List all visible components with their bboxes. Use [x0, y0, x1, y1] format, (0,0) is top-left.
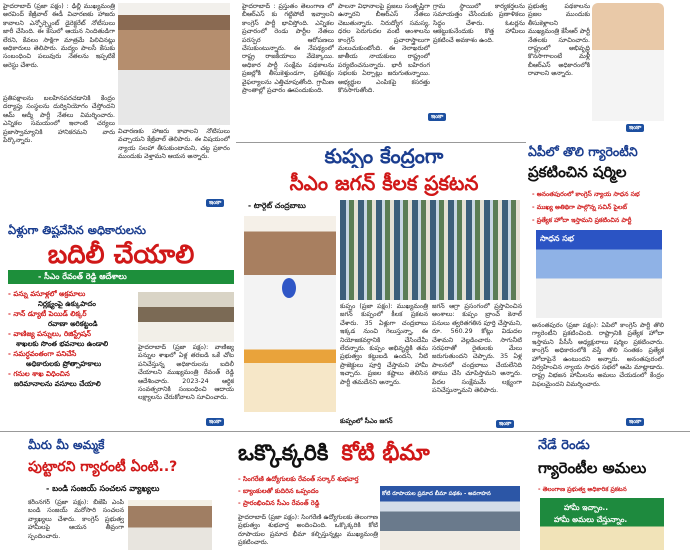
transfer-bullet: నిర్లక్ష్యంపై ఉక్కుపాదం: [38, 300, 96, 308]
insurance-bullet-3: - ప్రారంభించిన సీఎం రేవంత్ రెడ్డి: [238, 499, 320, 507]
divider: [0, 431, 690, 432]
sharmila-bullet-3: - ప్రత్యేక హోదా ఇస్తామని ప్రకటించిన పార్టీ: [532, 217, 632, 224]
sharmila-headline-1: ఏపీలో తొలి గ్యారెంటీని: [528, 144, 638, 159]
transfer-bullet: - వాణిజ్య పన్నులు, రిజిస్ట్రేషన్: [8, 330, 91, 338]
transfer-subhead: - సీఎం రేవంత్ రెడ్డి ఆదేశాలు: [8, 270, 234, 284]
insurance-bullet-2: - బ్యాంకులతో కుదిరిన ఒప్పందం: [238, 487, 319, 495]
sharmila-bullet-2: - ముఖ్య అతిథిగా పాల్గొన్న సచిన్ పైలట్: [532, 204, 628, 211]
more-link-sharmila[interactable]: ఇంకా: [626, 418, 644, 426]
transfer-bullet: - సమర్ధవంతంగా పనిచేసే: [8, 350, 77, 358]
sharmila-text: అనంతపురం (ప్రజా పక్షం): ఏపీలో కాంగ్రెస్ పార్టీ తొలి గ్యారెంటీని ప్రకటించింది. రాష్ట్రానికి ప్రత్యేక హోదా ఇస్తామని పీసీసీ అధ్యక్షురాలు షర్మిల ప్రకటించారు. కాంగ్రెస్ అధికారంలోకి వస్తే తొలి సంతకం ప్రత్యేక హోదాపైనే ఉంటుందని అన్నారు. అనంతపురంలో నిర్వహించిన న్యాయ సాధన సభలో ఆమె మాట్లాడారు. రాష్ట్ర విభజన హామీలను అమలు చేయడంలో కేంద్రం విఫలమైందని విమర్శించారు.: [532, 322, 664, 388]
guarantee-ad-line-1: హామీ ఇచ్చాం..: [564, 503, 609, 512]
guarantee-ad: [540, 498, 664, 550]
kcr-photo: [592, 3, 664, 121]
kejriwal-photo: [118, 3, 230, 125]
transfer-bullet: అధికారులకు ప్రోత్సాహకాలు: [26, 360, 102, 368]
divider: [236, 142, 526, 143]
more-link-transfer[interactable]: ఇంకా: [206, 418, 224, 426]
kuppam-col2: జగన్ ఆగ్రా ప్రసంగంలో ప్రస్తావించిన అంశాలు: కుప్పం బ్రాంచ్ కెనాల్ పనులు త్వరితగతిన పూర్తి చేస్తామని, రూ. 560.29 కోట్లు విడుదల చేశామని వెల్లడించారు. సాగునీటి సరఫరాతో రైతులకు మేలు జరుగుతుందని చెప్పారు. 35 ఏళ్ల పాలనలో చంద్రబాబు చేయలేనిది తాము చేసి చూపిస్తామని అన్నారు. పేదల సంక్షేమమే లక్ష్యంగా పనిచేస్తున్నామని తెలిపారు.: [432, 303, 522, 395]
more-link-kcr[interactable]: ఇంకా: [626, 124, 644, 132]
insurance-bullet-1: - సింగరేణి ఉద్యోగులకు రేవంత్ సర్కార్ శుభవార్త: [238, 475, 359, 483]
top-mid-col1: హైదరాబాద్ : ప్రస్తుతం తెలంగాణ లో బీఆర్ఎస్ కు గట్టిపోటీ ఇవ్వాలని కాంగ్రెస్ పార్టీ భావిస్తోంది. ఎన్నికల ప్రచారంలో రెండు పార్టీల నేతలు పరస్పర ఆరోపణలు చేసుకుంటున్నారు. ఈ నేపథ్యంలో రాష్ట్ర రాజకీయాలు వేడెక్కాయి. అధికార పార్టీ సంక్షేమ పథకాలను ప్రజల్లోకి తీసుకెళ్తుండగా, ప్రతిపక్షం వైఫల్యాలను ఎత్తిచూపుతోంది. గ్రామీణ ప్రాంతాల్లో ప్రచారం ఊపందుకుంది.: [242, 3, 334, 95]
kuppam-byline: - టార్గెట్ చంద్రబాబు: [248, 201, 306, 210]
top-left-col2: ప్రతిపక్షాలను బలహీనపరచడానికి కేంద్రం దర్యాప్తు సంస్థలను దుర్వినియోగం చేస్తోందని ఆమ్ ఆద్మీ పార్టీ నేతలు విమర్శించారు. ఎన్నికల సమయంలో ఇలాంటి చర్యలు ప్రజాస్వామ్యానికి హానికరమని వారు పేర్కొన్నారు.: [3, 95, 115, 145]
transfer-bullet: రవాణా అరికట్టండి: [48, 320, 98, 328]
sharmila-stage-photo: [536, 230, 662, 318]
event-banner-text: కోటి రూపాయల ప్రమాద బీమా పథకం - అవగాహన: [382, 491, 491, 497]
insurance-text: హైదరాబాద్ (ప్రజా పక్షం): సింగరేణి ఉద్యోగులకు తెలంగాణ ప్రభుత్వం శుభవార్త అందించింది. ఒక్కొక్కరికి కోటి రూపాయల ప్రమాద భీమా కల్పిస్తున్నట్లు ముఖ్యమంత్రి ప్రకటించారు.: [238, 514, 378, 547]
insurance-headline: [238, 436, 530, 472]
rally-crowd-photo: [340, 200, 520, 300]
transfer-headline: బదిలీ చేయాలి: [47, 240, 195, 270]
transfer-bullets: [8, 289, 138, 429]
insurance-event-photo: [380, 486, 520, 550]
sanjay-subhead: - బండి సంజయ్ సంచలన వ్యాఖ్యలు: [46, 484, 160, 493]
kuppam-headline-2: సీఎం జగన్ కీలక ప్రకటన: [289, 171, 479, 195]
transfer-bullet: జరిమానాలను వసూలు చేయాలి: [14, 380, 101, 388]
transfer-kicker: ఏళ్లుగా తిష్టవేసిన అధికారులను: [8, 223, 147, 237]
sanjay-photo: [128, 500, 212, 550]
top-mid-col2: పాలనా విధానాలపై ప్రజలు సంతృప్తిగా ఉన్నారని బీఆర్ఎస్ నేతలు చెబుతున్నారు. నిరుద్యోగ సమస్య, ధరల పెరుగుదల వంటి అంశాలను కాంగ్రెస్ ప్రచారాస్త్రాలుగా మలుచుకుంటోంది. ఈ నెలాఖరులో జాతీయ నాయకులు రాష్ట్రంలో పర్యటించనున్నారు. భారీ బహిరంగ సభలకు ఏర్పాట్లు జరుగుతున్నాయి. అభ్యర్థుల ఎంపికపై కసరత్తు కొనసాగుతోంది.: [338, 3, 430, 95]
top-left-col1: హైదరాబాద్ (ప్రజా పక్షం) : ఢిల్లీ ముఖ్యమంత్రి అరవింద్ కేజ్రీవాల్ ఈడీ విచారణకు హాజరు కావాలని ఎన్ఫోర్స్మెంట్ డైరెక్టరేట్ నోటీసులు జారీ చేసింది. ఈ కేసులో ఆయన నిందితుడిగా లేరని, కేవలం సాక్షిగా మాత్రమే పిలిచినట్లు అధికారులు తెలిపారు. మద్యం పాలసీ కేసుకు సంబంధించి పలువురు నేతలను ఇప్పటికే అరెస్టు చేశారు.: [3, 3, 115, 69]
top-left-col3: విచారణకు హాజరు కావాలని నోటీసులు వచ్చాయని కేజ్రీవాల్ తెలిపారు. ఈ విషయంలో న్యాయ సలహా తీసుకుంటామని, చట్ట ప్రకారం ముందుకు వెళ్తామని ఆయన అన్నారు.: [118, 128, 230, 161]
guarantee-ad-line-2: హామీ అమలు చేస్తున్నాం.: [554, 515, 628, 524]
insurance-headline-a: ఒక్కొక్కరికి: [238, 441, 329, 466]
sanjay-headline: పుట్టారని గ్యారంటీ ఏంటి..?: [28, 459, 178, 475]
sanjay-text: కరీంనగర్ (ప్రజా పక్షం): బీజేపీ ఎంపీ బండి సంజయ్ మరోసారి సంచలన వ్యాఖ్యలు చేశారు. కాంగ్రెస్ ప్రభుత్వ హామీలపై ఆయన తీవ్రంగా స్పందించారు.: [28, 499, 124, 540]
transfer-text: హైదరాబాద్ (ప్రజా పక్షం): వాణిజ్య పన్నుల శాఖలో ఏళ్ల తరబడి ఒకే చోట పనిచేస్తున్న అధికారులను బదిలీ చేయాలని ముఖ్యమంత్రి రేవంత్ రెడ్డి ఆదేశించారు. 2023-24 ఆర్థిక సంవత్సరానికి సంబంధించి ఆదాయ లక్ష్యాలను చేరుకోవాలని సూచించారు.: [138, 344, 234, 402]
more-link-kuppam[interactable]: ఇంకా: [496, 420, 514, 428]
review-meeting-photo: [138, 292, 234, 342]
top-mid-col3: గ్రామ స్థాయిలో కార్యకర్తలను సమాయత్తం చేసేందుకు ప్రణాళికలు సిద్ధం చేశారు. ఓటర్లను ఆకట్టుకునేందుకు కొత్త హామీలు ప్రకటించే అవకాశం ఉంది.: [433, 3, 525, 44]
microphone-icon: [282, 278, 296, 298]
transfer-bullet: శాఖలకు సొంత భవనాలు ఉండాలి: [16, 340, 109, 348]
sharmila-bullet-1: - అనంతపురంలో కాంగ్రెస్ న్యాయ సాధన సభ: [532, 191, 640, 198]
sharmila-headline-2: ప్రకటించిన షర్మిల: [528, 163, 627, 181]
guarantee-kicker: నేడే రెండు: [538, 438, 590, 453]
insurance-headline-b: కోటి భీమా: [341, 441, 430, 466]
kuppam-headline-1: కుప్పం కేంద్రంగా: [324, 144, 444, 168]
transfer-bullet: - పన్ను వసూళ్లలో అక్రమాలు: [8, 290, 86, 298]
guarantee-subhead: - తెలంగాణ ప్రభుత్వ అధికారిక ప్రకటన: [538, 486, 627, 493]
more-link-kejriwal[interactable]: ఇంకా: [206, 199, 224, 207]
kuppam-col1: కుప్పం (ప్రజా పక్షం): ముఖ్యమంత్రి జగన్ కుప్పంలో కీలక ప్రకటన చేశారు. 35 ఏళ్లుగా చంద్రబాబు ఇక్కడ నుంచి గెలుస్తున్నా, ఈ నియోజకవర్గానికి చేసిందేమీ లేదన్నారు. కుప్పం అభివృద్ధికి తమ ప్రభుత్వం కట్టుబడి ఉందని, నీటి ప్రాజెక్టులు పూర్తి చేస్తామని హామీ ఇచ్చారు. ప్రజల కష్టాలు తెలిసిన పార్టీ తమదేనని అన్నారు.: [340, 303, 428, 386]
stage-banner-text: సాధన సభ: [540, 234, 574, 243]
transfer-bullet: - గనుల శాఖ విధించిన: [8, 370, 70, 378]
kuppam-caption: కుప్పంలో సీఎం జగన్: [340, 417, 393, 425]
transfer-bullet: - నాన్ డ్యూటీ పెయిడ్ లిక్కర్: [8, 310, 87, 318]
sanjay-kicker: మీరు మీ అమ్మకే: [28, 438, 105, 452]
guarantee-headline: గ్యారెంటీల అమలు: [538, 459, 647, 477]
jagan-photo: [244, 216, 336, 412]
more-link-top[interactable]: ఇంకా: [428, 113, 446, 121]
top-right-text: ప్రభుత్వ పథకాలను ప్రజల ముందుకు తీసుకెళ్లాలని ముఖ్యమంత్రి కేసీఆర్ పార్టీ నేతలకు సూచించారు. రాష్ట్రంలో అభివృద్ధి కొనసాగాలంటే మళ్లీ బీఆర్ఎస్ అధికారంలోకి రావాలని అన్నారు.: [528, 3, 590, 78]
